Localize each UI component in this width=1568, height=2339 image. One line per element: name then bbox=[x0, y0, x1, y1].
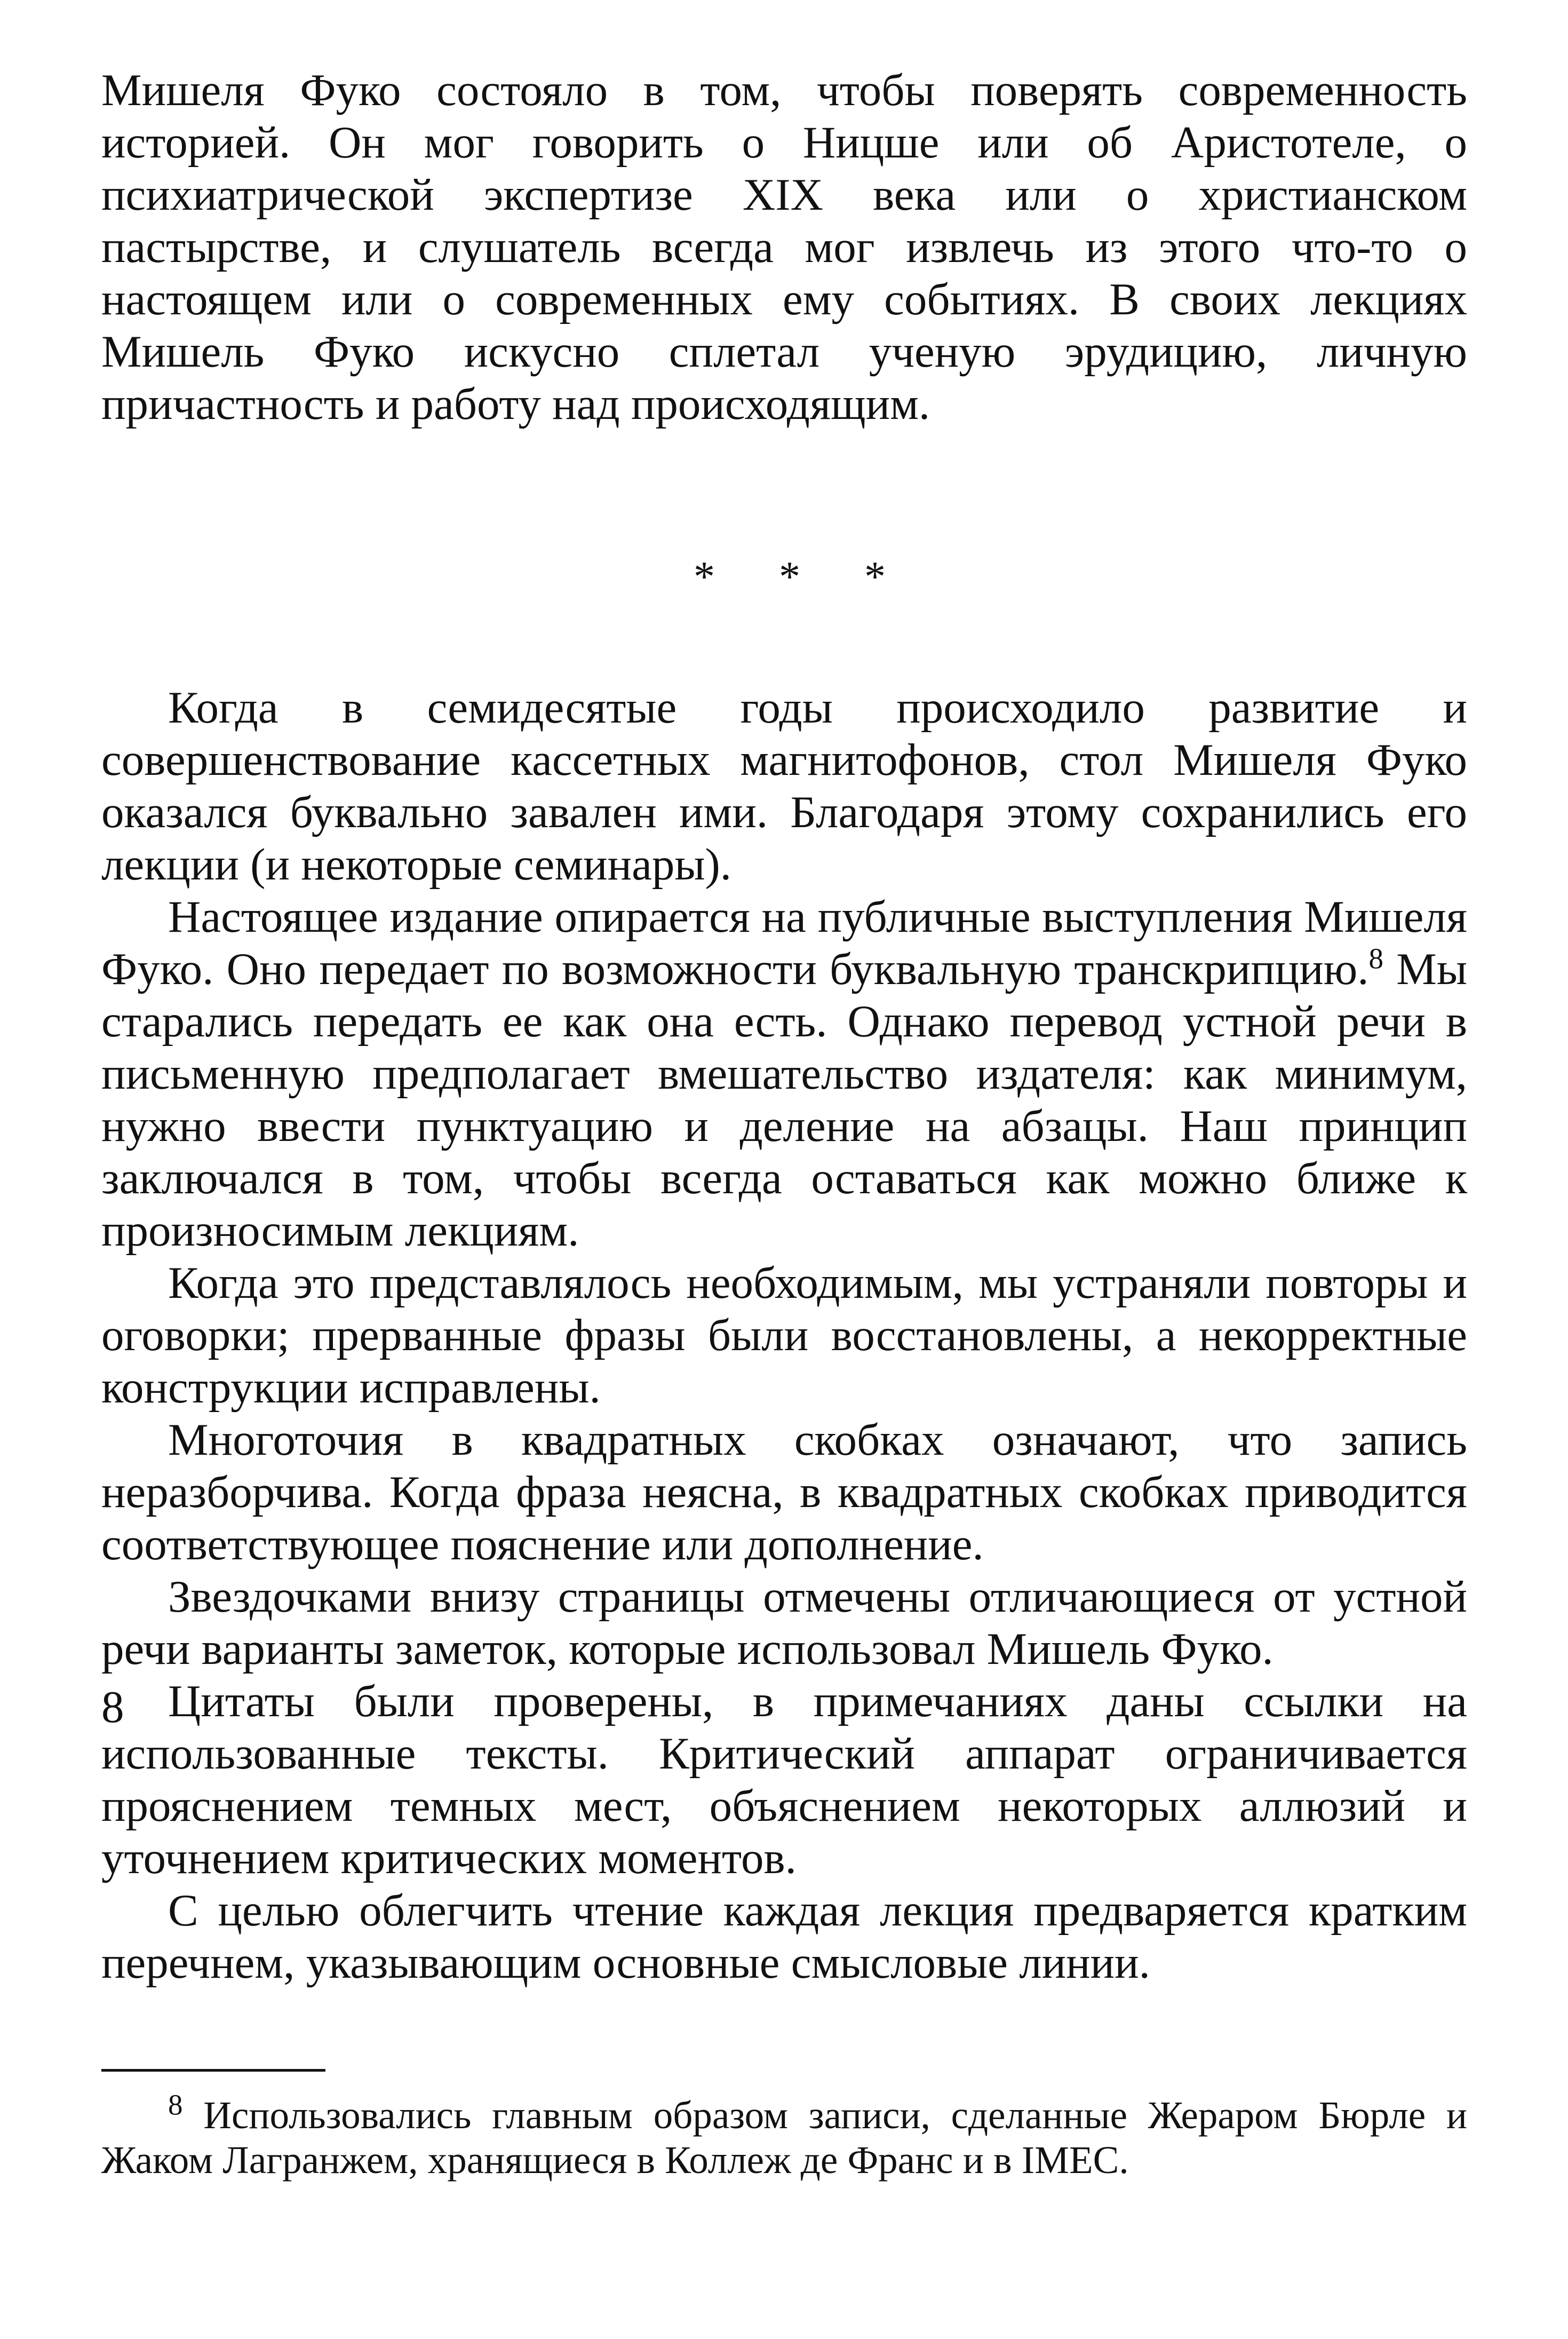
paragraph-text: Настоящее издание опирается на публичные выступления Мишеля Фуко. Оно передает по возможности буквальную транскрипцию. bbox=[101, 892, 1467, 994]
paragraph: Цитаты были проверены, в примечаниях даны ссылки на использованные тексты. Критический аппарат ограничивается прояснением темных мест, объяснением некоторых аллюзий и уточнением критических моментов. bbox=[101, 1676, 1467, 1883]
paragraph: Когда это представлялось необходимым, мы устраняли повторы и оговорки; прерванные фразы были восстановлены, а некорректные конструкции исправлены. bbox=[101, 1258, 1467, 1413]
paragraph-text: Мы старались передать ее как она есть. Однако перевод устной речи в письменную предполагает вмешательство издателя: как минимум, нужно ввести пунктуацию и деление на абзацы. Наш принцип заключался в том, чтобы всегда оставаться как можно ближе к произносимым лекциям. bbox=[101, 944, 1467, 1256]
paragraph-with-note bbox=[101, 891, 1467, 1257]
paragraph: Когда в семидесятые годы происходило развитие и совершенствование кассетных магнитофонов, стол Мишеля Фуко оказался буквально завален ими. Благодаря этому сохранились его лекции (и некоторые семинары). bbox=[101, 683, 1467, 890]
paragraph-continued: Мишеля Фуко состояло в том, чтобы поверять современность историей. Он мог говорить о Ницше или об Аристотеле, о психиатрической экспертизе XIX века или о христианском пастырстве, и слушатель всегда мог извлечь из этого что-то о настоящем или о современных ему событиях. В своих лекциях Мишель Фуко искусно сплетал ученую эрудицию, личную причастность и работу над происходящим. bbox=[101, 65, 1467, 429]
footnote bbox=[101, 2088, 1467, 2183]
page-body bbox=[101, 64, 1467, 2183]
footnote-text: Использовались главным образом записи, сделанные Жераром Бюрле и Жаком Лагранжем, хранящиеся в Коллеж де Франс и в IMEC. bbox=[101, 2094, 1467, 2182]
paragraph: Многоточия в квадратных скобках означают, что запись неразборчива. Когда фраза неясна, в квадратных скобках приводится соответствующее пояснение или дополнение. bbox=[101, 1415, 1467, 1569]
page-number: 8 bbox=[101, 1682, 124, 1732]
footnote-number: 8 bbox=[168, 2088, 183, 2121]
paragraph: С целью облегчить чтение каждая лекция предваряется кратким перечнем, указывающим основные смысловые линии. bbox=[101, 1885, 1467, 1988]
paragraph: Звездочками внизу страницы отмечены отличающиеся от устной речи варианты заметок, которые использовал Мишель Фуко. bbox=[101, 1572, 1467, 1674]
footnote-divider bbox=[101, 2069, 325, 2072]
section-separator: * * * bbox=[694, 553, 912, 600]
footnote-reference: 8 bbox=[1368, 942, 1383, 975]
